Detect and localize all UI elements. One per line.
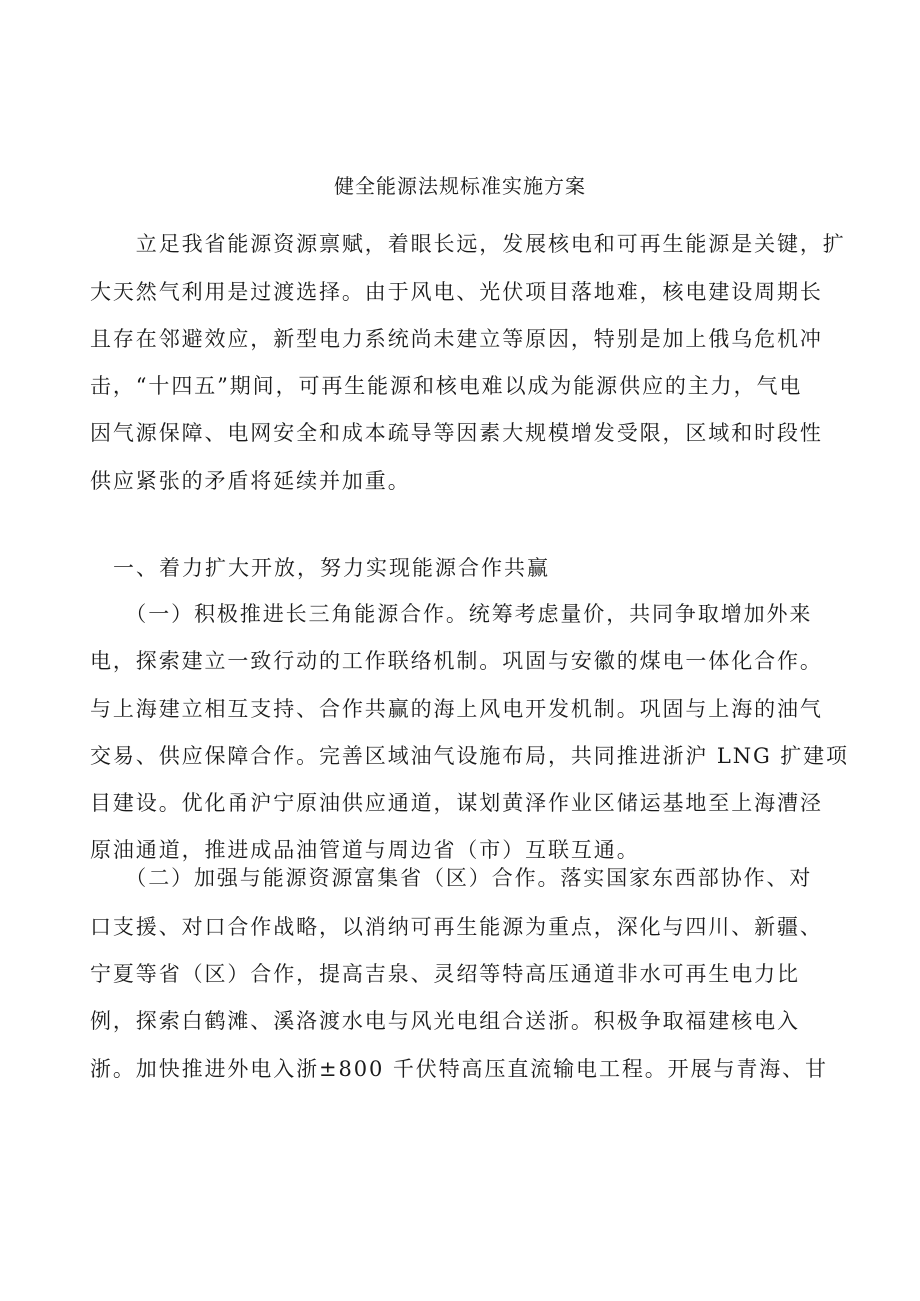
paragraph-line: 宁夏等省（区）合作，提高吉泉、灵绍等特高压通道非水可再生电力比 [90, 962, 800, 986]
section-heading: 一、着力扩大开放，努力实现能源合作共赢 [90, 556, 550, 580]
paragraph-line: 目建设。优化甬沪宁原油供应通道，谋划黄泽作业区储运基地至上海漕泾 [90, 791, 823, 815]
paragraph-line: 因气源保障、电网安全和成本疏导等因素大规模增发受限，区域和时段性 [90, 421, 823, 445]
paragraph-line: 浙。加快推进外电入浙±800 千伏特高压直流输电工程。开展与青海、甘 [90, 1057, 828, 1081]
paragraph-line: 原油通道，推进成品油管道与周边省（市）互联互通。 [90, 838, 640, 862]
paragraph-line: 立足我省能源资源禀赋，着眼长远，发展核电和可再生能源是关键，扩 [90, 232, 846, 256]
paragraph-line: 供应紧张的矛盾将延续并加重。 [90, 469, 411, 493]
paragraph-line: （一）积极推进长三角能源合作。统筹考虑量价，共同争取增加外来 [90, 602, 813, 626]
paragraph-line: 击，“十四五”期间，可再生能源和核电难以成为能源供应的主力，气电 [90, 374, 803, 398]
paragraph-line: 与上海建立相互支持、合作共赢的海上风电开发机制。巩固与上海的油气 [90, 697, 823, 721]
document-title: 健全能源法规标准实施方案 [334, 174, 586, 198]
paragraph-line: 且存在邻避效应，新型电力系统尚未建立等原因，特别是加上俄乌危机冲 [90, 327, 823, 351]
paragraph-line: 电，探索建立一致行动的工作联络机制。巩固与安徽的煤电一体化合作。 [90, 649, 823, 673]
paragraph-line: （二）加强与能源资源富集省（区）合作。落实国家东西部协作、对 [90, 866, 813, 890]
paragraph-line: 大天然气利用是过渡选择。由于风电、光伏项目落地难，核电建设周期长 [90, 280, 823, 304]
paragraph-line: 交易、供应保障合作。完善区域油气设施布局，共同推进浙沪 LNG 扩建项 [90, 744, 849, 768]
paragraph-line: 口支援、对口合作战略，以消纳可再生能源为重点，深化与四川、新疆、 [90, 915, 823, 939]
paragraph-line: 例，探索白鹤滩、溪洛渡水电与风光电组合送浙。积极争取福建核电入 [90, 1009, 800, 1033]
